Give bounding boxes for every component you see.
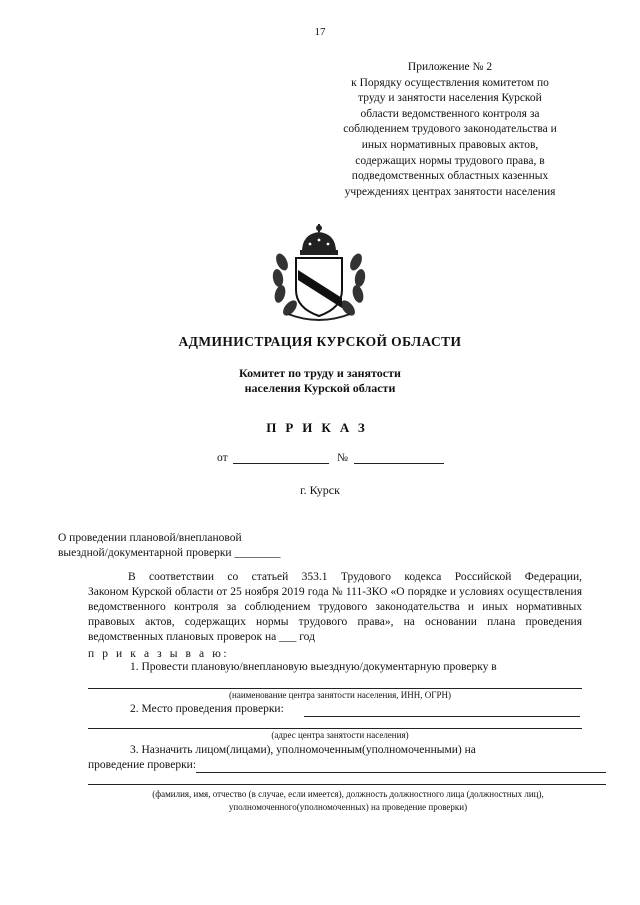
subject-line-2: выездной/документарной проверки ________ bbox=[58, 547, 281, 559]
number-prefix: № bbox=[337, 452, 348, 464]
appendix-line: Приложение № 2 bbox=[407, 61, 493, 73]
committee-name bbox=[0, 366, 640, 396]
item-3-hint-2: уполномоченного(уполномоченных) на проведение проверки) bbox=[228, 802, 468, 812]
preamble-line-1: В соответствии со статьей 353.1 Трудового кодекса Российской Федерации, bbox=[128, 571, 582, 583]
item-1-text: 1. Провести плановую/внеплановую выездную/документарную проверку в bbox=[130, 661, 497, 673]
kursk-coat-of-arms-icon bbox=[268, 222, 370, 326]
city: г. Курск bbox=[300, 483, 340, 497]
item-2-blank bbox=[304, 716, 580, 717]
appendix-line: подведомственных областных казенных bbox=[351, 170, 549, 183]
appendix-line: труду и занятости населения Курской bbox=[358, 92, 542, 105]
appendix-line: иных нормативных правовых актов, bbox=[361, 138, 539, 151]
item-1-hint: (наименование центра занятости населения, ИНН, ОГРН) bbox=[229, 690, 451, 700]
appendix-line: учреждениях центрах занятости населения bbox=[344, 185, 556, 198]
order-verb: п р и к а з ы в а ю: bbox=[88, 648, 230, 660]
item-3-text: 3. Назначить лицом(лицами), уполномоченным(уполномоченными) на bbox=[130, 744, 476, 756]
item-2-text: 2. Место проведения проверки: bbox=[130, 703, 284, 715]
appendix-line: содержащих нормы трудового права, в bbox=[355, 154, 545, 167]
committee-line-1: Комитет по труду и занятости bbox=[239, 366, 401, 380]
item-3-hint-1: (фамилия, имя, отчество (в случае, если имеется), должность должностного лица (должностных лиц), bbox=[152, 789, 544, 799]
preamble-paragraph bbox=[88, 570, 582, 645]
appendix-line: соблюдением трудового законодательства и bbox=[343, 123, 557, 136]
item-3-text-2: проведение проверки: bbox=[88, 759, 197, 771]
committee-line-2: населения Курской области bbox=[244, 381, 396, 395]
document-type-title: ПРИКАЗ bbox=[266, 420, 374, 435]
administration-title: АДМИНИСТРАЦИЯ КУРСКОЙ ОБЛАСТИ bbox=[178, 334, 462, 349]
number-blank bbox=[354, 463, 444, 464]
item-3-blank-2 bbox=[88, 784, 606, 785]
item-3-blank bbox=[196, 772, 606, 773]
appendix-block bbox=[300, 60, 600, 200]
order-subject bbox=[58, 531, 280, 561]
item-2-blank-2 bbox=[88, 728, 582, 729]
date-blank bbox=[233, 463, 329, 464]
item-2-hint: (адрес центра занятости населения) bbox=[271, 730, 409, 740]
item-1-blank bbox=[88, 688, 582, 689]
preamble-rest: Законом Курской области от 25 ноября 2019 года № 111-ЗКО «О порядке и условиях осуществления ведомственного контроля за соблюдением трудового законодательства и иных нормативных правовых актов, содержащих нормы трудового права», на основании плана проведения ведомственных плановых проверок на ___ год bbox=[88, 586, 582, 643]
appendix-line: области ведомственного контроля за bbox=[360, 107, 540, 120]
appendix-line: к Порядку осуществления комитетом по bbox=[351, 76, 549, 89]
page-number: 17 bbox=[314, 26, 326, 38]
date-prefix: от bbox=[217, 452, 228, 464]
subject-line-1: О проведении плановой/внеплановой bbox=[58, 532, 242, 544]
